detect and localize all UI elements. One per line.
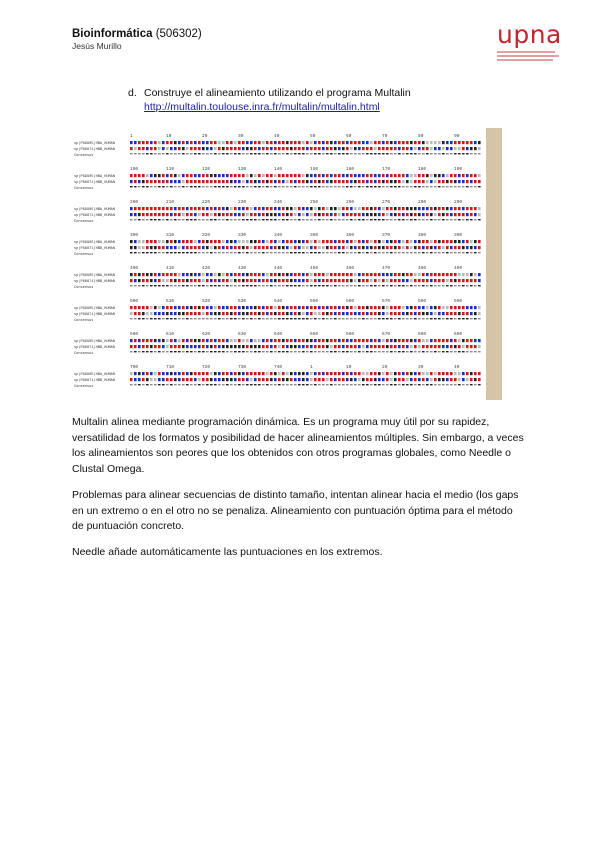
ruler-number: 210	[166, 200, 175, 205]
sequence-label: Consensus	[74, 286, 94, 290]
sequence-label: sp|P69905|HBA_HUMAN	[74, 274, 115, 278]
paragraph-3: Needle añade automáticamente las puntuaciones en los extremos.	[72, 546, 383, 558]
ruler-number: 700	[130, 365, 139, 370]
ruler-number: 400	[130, 266, 139, 271]
ruler-number: 1	[130, 134, 133, 139]
sequence-label: sp|P69905|HBA_HUMAN	[74, 175, 115, 179]
ruler-number: 30	[418, 365, 424, 370]
ruler-number: 160	[346, 167, 355, 172]
ruler-number: 70	[382, 134, 388, 139]
ruler-number: 570	[382, 299, 391, 304]
page-header	[72, 28, 202, 51]
ruler-number: 650	[310, 332, 319, 337]
ruler-number: 120	[202, 167, 211, 172]
ruler-number: 740	[274, 365, 283, 370]
sequence-label: sp|P68871|HBB_HUMAN	[74, 379, 115, 383]
ruler-number: 10	[346, 365, 352, 370]
ruler-number: 190	[454, 167, 463, 172]
ruler-number: 40	[454, 365, 460, 370]
ruler-number: 720	[202, 365, 211, 370]
ruler-number: 470	[382, 266, 391, 271]
sequence-label: Consensus	[74, 385, 94, 389]
logo-wordmark: upna	[497, 20, 562, 49]
sequence-label: sp|P68871|HBB_HUMAN	[74, 313, 115, 317]
ruler-number: 60	[346, 134, 352, 139]
ruler-number: 430	[238, 266, 247, 271]
sequence-label: Consensus	[74, 253, 94, 257]
upna-logo	[497, 20, 567, 63]
ruler-number: 230	[238, 200, 247, 205]
ruler-number: 180	[418, 167, 427, 172]
ruler-number: 490	[454, 266, 463, 271]
sequence-label: sp|P68871|HBB_HUMAN	[74, 214, 115, 218]
step-text: Construye el alineamiento utilizando el programa Multalin	[144, 87, 411, 99]
ruler-number: 540	[274, 299, 283, 304]
ruler-number: 220	[202, 200, 211, 205]
ruler-number: 550	[310, 299, 319, 304]
paragraph-1: Multalin alinea mediante programación dinámica. Es un programa muy útil por su rapidez, versatilidad de los formatos y posibilidad de hacer alineamientos múltiples. Sin embargo, a veces los alineamientos son peores que los obtenidos con otros programas globales, como Needle o Clustal Omega.	[72, 416, 524, 475]
sequence-label: sp|P69905|HBA_HUMAN	[74, 208, 115, 212]
sequence-label: sp|P68871|HBB_HUMAN	[74, 148, 115, 152]
ruler-number: 560	[346, 299, 355, 304]
multalin-alignment-image	[72, 128, 502, 400]
ruler-number: 240	[274, 200, 283, 205]
paragraph-2: Problemas para alinear secuencias de distinto tamaño, intentan alinear hacia el medio (los gaps en un extremo o en el otro no se penaliza. Alineamiento con puntuación óptima para el método de puntuación concreto.	[72, 489, 519, 532]
ruler-number: 40	[274, 134, 280, 139]
sequence-label: sp|P69905|HBA_HUMAN	[74, 142, 115, 146]
ruler-number: 680	[418, 332, 427, 337]
sequence-label: sp|P69905|HBA_HUMAN	[74, 307, 115, 311]
ruler-number: 530	[238, 299, 247, 304]
ruler-number: 50	[310, 134, 316, 139]
ruler-number: 510	[166, 299, 175, 304]
ruler-number: 170	[382, 167, 391, 172]
ruler-number: 260	[346, 200, 355, 205]
ruler-number: 640	[274, 332, 283, 337]
ruler-number: 110	[166, 167, 175, 172]
ruler-number: 580	[418, 299, 427, 304]
ruler-number: 730	[238, 365, 247, 370]
sequence-label: Consensus	[74, 319, 94, 323]
ruler-number: 630	[238, 332, 247, 337]
step-d	[128, 87, 411, 99]
ruler-number: 250	[310, 200, 319, 205]
step-letter: d.	[128, 87, 137, 99]
ruler-number: 520	[202, 299, 211, 304]
ruler-number: 450	[310, 266, 319, 271]
ruler-number: 320	[202, 233, 211, 238]
ruler-number: 660	[346, 332, 355, 337]
ruler-number: 620	[202, 332, 211, 337]
ruler-number: 90	[454, 134, 460, 139]
sequence-label: Consensus	[74, 187, 94, 191]
sequence-label: sp|P68871|HBB_HUMAN	[74, 181, 115, 185]
ruler-number: 480	[418, 266, 427, 271]
ruler-number: 270	[382, 200, 391, 205]
sequence-label: Consensus	[74, 154, 94, 158]
ruler-number: 280	[418, 200, 427, 205]
ruler-number: 20	[202, 134, 208, 139]
ruler-number: 330	[238, 233, 247, 238]
ruler-number: 360	[346, 233, 355, 238]
ruler-number: 30	[238, 134, 244, 139]
ruler-number: 1	[310, 365, 313, 370]
ruler-number: 460	[346, 266, 355, 271]
ruler-number: 350	[310, 233, 319, 238]
ruler-number: 150	[310, 167, 319, 172]
ruler-number: 590	[454, 299, 463, 304]
sequence-label: sp|P68871|HBB_HUMAN	[74, 346, 115, 350]
ruler-number: 10	[166, 134, 172, 139]
ruler-number: 440	[274, 266, 283, 271]
sequence-label: sp|P69905|HBA_HUMAN	[74, 241, 115, 245]
ruler-number: 310	[166, 233, 175, 238]
multalin-link[interactable]: http://multalin.toulouse.inra.fr/multalin/multalin.html	[144, 101, 380, 113]
ruler-number: 370	[382, 233, 391, 238]
alignment-scrollbar[interactable]	[486, 128, 502, 400]
ruler-number: 610	[166, 332, 175, 337]
sequence-label: sp|P68871|HBB_HUMAN	[74, 280, 115, 284]
sequence-label: Consensus	[74, 220, 94, 224]
ruler-number: 20	[382, 365, 388, 370]
ruler-number: 500	[130, 299, 139, 304]
ruler-number: 690	[454, 332, 463, 337]
ruler-number: 80	[418, 134, 424, 139]
ruler-number: 600	[130, 332, 139, 337]
ruler-number: 290	[454, 200, 463, 205]
logo-subtitle-lines	[497, 51, 567, 61]
ruler-number: 200	[130, 200, 139, 205]
ruler-number: 390	[454, 233, 463, 238]
ruler-number: 300	[130, 233, 139, 238]
ruler-number: 710	[166, 365, 175, 370]
ruler-number: 380	[418, 233, 427, 238]
sequence-label: sp|P69905|HBA_HUMAN	[74, 373, 115, 377]
sequence-label: sp|P68871|HBB_HUMAN	[74, 247, 115, 251]
ruler-number: 410	[166, 266, 175, 271]
ruler-number: 670	[382, 332, 391, 337]
ruler-number: 130	[238, 167, 247, 172]
sequence-label: sp|P69905|HBA_HUMAN	[74, 340, 115, 344]
course-title: Bioinformática (506302)	[72, 28, 202, 40]
ruler-number: 420	[202, 266, 211, 271]
ruler-number: 340	[274, 233, 283, 238]
sequence-label: Consensus	[74, 352, 94, 356]
ruler-number: 100	[130, 167, 139, 172]
author-name: Jesús Murillo	[72, 41, 122, 51]
ruler-number: 140	[274, 167, 283, 172]
